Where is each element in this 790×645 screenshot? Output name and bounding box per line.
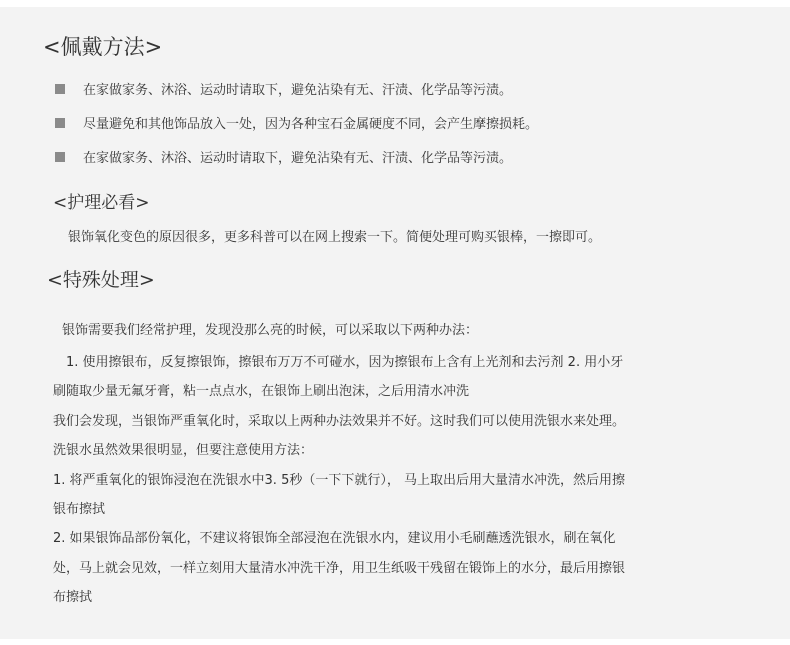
wearing-method-title: <佩戴方法> (43, 35, 163, 59)
care-title: <护理必看> (53, 193, 150, 213)
list-item (55, 147, 512, 166)
body-line: 处，马上就会见效，一样立刻用大量清水冲洗干净，用卫生纸吸干残留在锻饰上的水分，最后用擦银 (53, 560, 626, 576)
body-line: 1. 使用擦银布，反复擦银饰，擦银布万万不可碰水，因为擦银布上含有上光剂和去污剂 2. 用小牙 (53, 355, 624, 370)
special-body (53, 348, 773, 613)
special-intro: 银饰需要我们经常护理，发现没那么亮的时候，可以采取以下两种办法： (62, 323, 479, 338)
list-item-text: 尽量避免和其他饰品放入一处，因为各种宝石金属硬度不同，会产生摩擦损耗。 (83, 117, 539, 132)
body-line: 布擦拭 (53, 590, 93, 606)
list-item (55, 113, 538, 132)
square-bullet-icon (55, 118, 65, 128)
body-line: 刷随取少量无氟牙膏，粘一点点水，在银饰上刷出泡沫，之后用清水冲洗 (53, 384, 470, 400)
square-bullet-icon (55, 152, 65, 162)
special-treatment-title: <特殊处理> (47, 269, 155, 291)
content-panel (0, 7, 790, 639)
body-line: 1. 将严重氧化的银饰浸泡在洗银水中3. 5秒（一下下就行）， 马上取出后用大量清水冲洗，然后用擦 (53, 472, 625, 488)
body-line: 2. 如果银饰品部份氧化，不建议将银饰全部浸泡在洗银水内，建议用小毛刷蘸透洗银水，刷在氧化 (53, 531, 616, 547)
list-item-text: 在家做家务、沐浴、运动时请取下，避免沾染有无、汗渍、化学品等污渍。 (83, 151, 513, 166)
body-line: 银布擦拭 (53, 502, 106, 518)
body-line: 洗银水虽然效果很明显，但要注意使用方法： (53, 443, 314, 459)
body-line: 我们会发现，当银饰严重氧化时，采取以上两种办法效果并不好。这时我们可以使用洗银水来处理。 (53, 413, 626, 429)
list-item (55, 79, 512, 98)
square-bullet-icon (55, 84, 65, 94)
care-text: 银饰氧化变色的原因很多，更多科普可以在网上搜索一下。简便处理可购买银棒，一擦即可。 (68, 230, 602, 245)
list-item-text: 在家做家务、沐浴、运动时请取下，避免沾染有无、汗渍、化学品等污渍。 (83, 83, 513, 98)
